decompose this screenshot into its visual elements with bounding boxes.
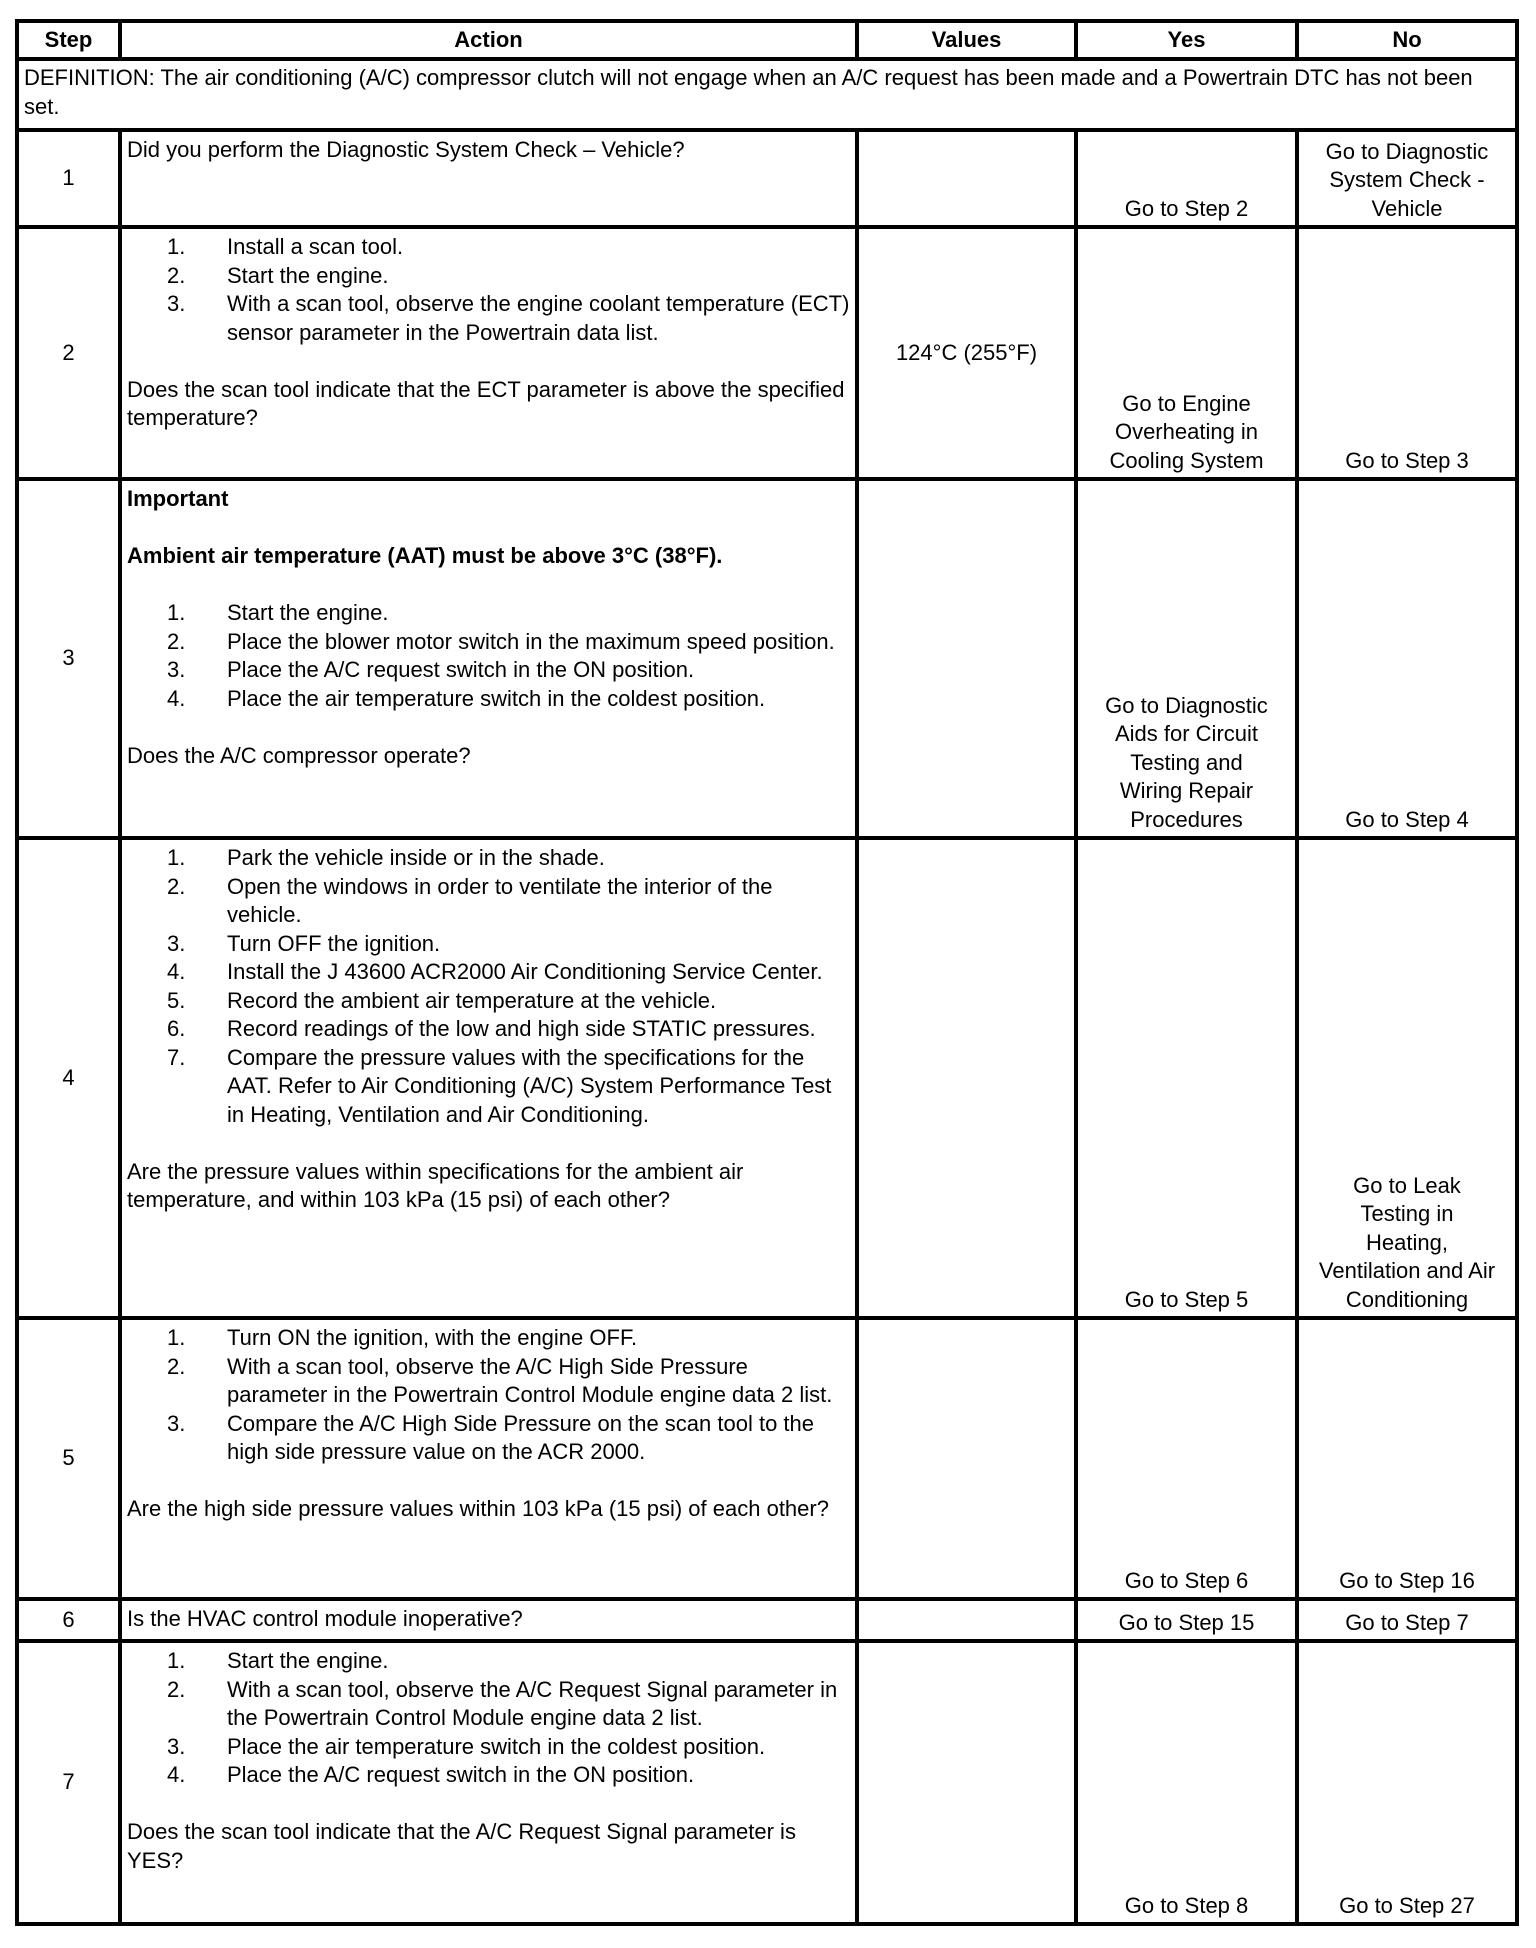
item-text: With a scan tool, observe the A/C High Side Pressure parameter in the Powertrain Control Module engine data 2 list. bbox=[227, 1353, 833, 1407]
item-text: Compare the A/C High Side Pressure on the scan tool to the high side pressure value on the ACR 2000. bbox=[227, 1410, 814, 1464]
step-number: 3 bbox=[17, 479, 120, 838]
yes-cell: Go to Diagnostic Aids for Circuit Testing and Wiring Repair Procedures bbox=[1076, 479, 1297, 838]
instruction-item bbox=[127, 987, 850, 1016]
instruction-item bbox=[127, 1324, 850, 1353]
values-cell bbox=[857, 1641, 1076, 1924]
spacer bbox=[127, 571, 850, 600]
item-text: Install the J 43600 ACR2000 Air Conditioning Service Center. bbox=[227, 959, 823, 984]
item-number: 5. bbox=[167, 987, 186, 1013]
definition-row bbox=[17, 59, 1517, 130]
yes-cell: Go to Step 5 bbox=[1076, 838, 1297, 1318]
header-action: Action bbox=[120, 21, 857, 59]
header-no: No bbox=[1297, 21, 1517, 59]
header-row bbox=[17, 21, 1517, 59]
values-cell bbox=[857, 130, 1076, 227]
instruction-item bbox=[127, 1410, 850, 1467]
item-number: 4. bbox=[167, 959, 186, 984]
action-cell bbox=[120, 227, 857, 479]
spacer bbox=[127, 514, 850, 543]
spacer bbox=[127, 1467, 850, 1496]
item-text: Record readings of the low and high side STATIC pressures. bbox=[227, 1016, 816, 1041]
step-number: 6 bbox=[17, 1599, 120, 1641]
action-cell bbox=[120, 1318, 857, 1599]
no-cell: Go to Step 7 bbox=[1297, 1599, 1517, 1641]
values-cell: 124°C (255°F) bbox=[857, 227, 1076, 479]
item-text: Start the engine. bbox=[227, 600, 389, 625]
item-text: With a scan tool, observe the engine coolant temperature (ECT) sensor parameter in the Powertrain data list. bbox=[227, 291, 850, 345]
no-cell: Go to Step 3 bbox=[1297, 227, 1517, 479]
item-number: 1. bbox=[167, 234, 186, 259]
action-cell bbox=[120, 479, 857, 838]
no-cell: Go to Step 27 bbox=[1297, 1641, 1517, 1924]
instruction-item bbox=[127, 958, 850, 987]
header-values: Values bbox=[857, 21, 1076, 59]
item-number: 3. bbox=[167, 1733, 186, 1759]
yes-cell: Go to Step 6 bbox=[1076, 1318, 1297, 1599]
item-number: 4. bbox=[167, 685, 186, 711]
item-text: Start the engine. bbox=[227, 1648, 389, 1673]
action-question: Does the scan tool indicate that the ECT parameter is above the specified temperature? bbox=[127, 376, 845, 430]
step-row-6 bbox=[17, 1599, 1517, 1641]
instruction-item bbox=[127, 873, 850, 930]
action-question: Does the scan tool indicate that the A/C Request Signal parameter is YES? bbox=[127, 1819, 796, 1873]
step-row-2 bbox=[17, 227, 1517, 479]
yes-cell: Go to Step 2 bbox=[1076, 130, 1297, 227]
item-text: Compare the pressure values with the specifications for the AAT. Refer to Air Conditioning (A/C) System Performance Test in Heating, Ventilation and Air Conditioning. bbox=[227, 1044, 832, 1127]
header-yes: Yes bbox=[1076, 21, 1297, 59]
header-step: Step bbox=[17, 21, 120, 59]
item-number: 1. bbox=[167, 845, 186, 870]
item-text: Place the A/C request switch in the ON position. bbox=[227, 657, 695, 682]
instruction-item bbox=[127, 930, 850, 959]
step-number: 4 bbox=[17, 838, 120, 1318]
diagnostic-table bbox=[15, 19, 1519, 1926]
instruction-item bbox=[127, 1733, 850, 1762]
instruction-item bbox=[127, 599, 850, 628]
item-number: 3. bbox=[167, 930, 186, 956]
item-number: 1. bbox=[167, 1648, 186, 1673]
yes-cell: Go to Engine Overheating in Cooling System bbox=[1076, 227, 1297, 479]
instruction-item bbox=[127, 1676, 850, 1733]
item-number: 4. bbox=[167, 1762, 186, 1787]
item-number: 2. bbox=[167, 1676, 186, 1702]
item-text: Place the A/C request switch in the ON position. bbox=[227, 1762, 695, 1787]
spacer bbox=[127, 1790, 850, 1819]
step-row-7 bbox=[17, 1641, 1517, 1924]
step-row-3 bbox=[17, 479, 1517, 838]
step-number: 1 bbox=[17, 130, 120, 227]
action-question: Is the HVAC control module inoperative? bbox=[127, 1606, 523, 1631]
no-cell: Go to Leak Testing in Heating, Ventilation and Air Conditioning bbox=[1297, 838, 1517, 1318]
instruction-item bbox=[127, 1647, 850, 1676]
item-text: Install a scan tool. bbox=[227, 234, 404, 259]
instruction-item bbox=[127, 1044, 850, 1130]
item-number: 3. bbox=[167, 1410, 186, 1436]
instruction-item bbox=[127, 233, 850, 262]
item-number: 1. bbox=[167, 600, 186, 625]
instruction-item bbox=[127, 290, 850, 347]
values-cell bbox=[857, 838, 1076, 1318]
no-cell: Go to Step 16 bbox=[1297, 1318, 1517, 1599]
instruction-list bbox=[127, 844, 850, 1129]
item-text: Turn ON the ignition, with the engine OFF. bbox=[227, 1325, 638, 1350]
yes-cell: Go to Step 15 bbox=[1076, 1599, 1297, 1641]
instruction-list bbox=[127, 233, 850, 347]
instruction-item bbox=[127, 1353, 850, 1410]
item-text: Start the engine. bbox=[227, 262, 389, 288]
step-number: 2 bbox=[17, 227, 120, 479]
instruction-list bbox=[127, 599, 850, 713]
action-cell bbox=[120, 1641, 857, 1924]
action-question: Does the A/C compressor operate? bbox=[127, 742, 471, 768]
item-number: 7. bbox=[167, 1044, 186, 1070]
item-number: 1. bbox=[167, 1325, 186, 1350]
no-cell: Go to Step 4 bbox=[1297, 479, 1517, 838]
item-text: Turn OFF the ignition. bbox=[227, 930, 441, 956]
item-number: 2. bbox=[167, 262, 186, 288]
important-note: Ambient air temperature (AAT) must be above 3°C (38°F). bbox=[127, 543, 723, 568]
action-cell bbox=[120, 838, 857, 1318]
item-number: 3. bbox=[167, 291, 186, 316]
definition-text: DEFINITION: The air conditioning (A/C) compressor clutch will not engage when an A/C request has been made and a Powertrain DTC has not been set. bbox=[17, 59, 1517, 130]
step-row-1 bbox=[17, 130, 1517, 227]
important-note: Important bbox=[127, 486, 229, 511]
action-cell bbox=[120, 130, 857, 227]
values-cell bbox=[857, 1318, 1076, 1599]
instruction-item bbox=[127, 1015, 850, 1044]
instruction-item bbox=[127, 628, 850, 657]
item-text: Place the blower motor switch in the maximum speed position. bbox=[227, 628, 835, 654]
no-cell: Go to Diagnostic System Check - Vehicle bbox=[1297, 130, 1517, 227]
action-question: Did you perform the Diagnostic System Check – Vehicle? bbox=[127, 137, 685, 162]
item-text: Place the air temperature switch in the coldest position. bbox=[227, 1733, 766, 1759]
instruction-list bbox=[127, 1324, 850, 1467]
spacer bbox=[127, 347, 850, 376]
instruction-item bbox=[127, 656, 850, 685]
item-number: 2. bbox=[167, 628, 186, 654]
step-number: 5 bbox=[17, 1318, 120, 1599]
step-number: 7 bbox=[17, 1641, 120, 1924]
spacer bbox=[127, 713, 850, 742]
item-text: Record the ambient air temperature at the vehicle. bbox=[227, 987, 717, 1013]
values-cell bbox=[857, 479, 1076, 838]
item-text: Open the windows in order to ventilate the interior of the vehicle. bbox=[227, 873, 773, 927]
action-cell bbox=[120, 1599, 857, 1641]
item-number: 2. bbox=[167, 873, 186, 899]
spacer bbox=[127, 1129, 850, 1158]
instruction-item bbox=[127, 262, 850, 291]
item-text: With a scan tool, observe the A/C Request Signal parameter in the Powertrain Control Module engine data 2 list. bbox=[227, 1676, 838, 1730]
step-row-5 bbox=[17, 1318, 1517, 1599]
yes-cell: Go to Step 8 bbox=[1076, 1641, 1297, 1924]
instruction-item bbox=[127, 844, 850, 873]
item-number: 6. bbox=[167, 1016, 186, 1041]
step-row-4 bbox=[17, 838, 1517, 1318]
item-text: Place the air temperature switch in the coldest position. bbox=[227, 685, 766, 711]
item-number: 3. bbox=[167, 657, 186, 682]
action-question: Are the high side pressure values within 103 kPa (15 psi) of each other? bbox=[127, 1496, 829, 1521]
item-number: 2. bbox=[167, 1353, 186, 1379]
action-question: Are the pressure values within specifications for the ambient air temperature, and within 103 kPa (15 psi) of each other? bbox=[127, 1158, 744, 1212]
instruction-item bbox=[127, 1761, 850, 1790]
instruction-item bbox=[127, 685, 850, 714]
values-cell bbox=[857, 1599, 1076, 1641]
item-text: Park the vehicle inside or in the shade. bbox=[227, 845, 605, 870]
instruction-list bbox=[127, 1647, 850, 1790]
